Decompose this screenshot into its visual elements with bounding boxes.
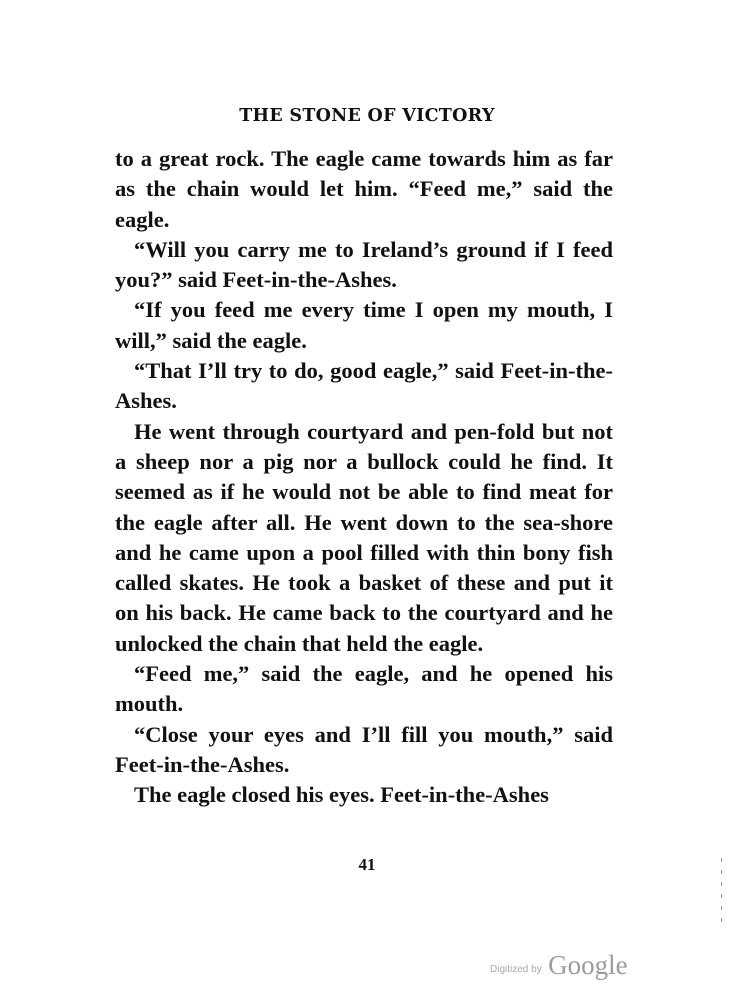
- google-logo: Google: [548, 950, 628, 980]
- paragraph: “That I’ll try to do, good eagle,” said Feet-in-the-Ashes.: [115, 358, 613, 414]
- edge-mark: [721, 858, 722, 862]
- page-edge-marks: [721, 858, 723, 938]
- paragraph: “Close your eyes and I’ll fill you mouth,” said Feet-in-the-Ashes.: [115, 721, 613, 777]
- edge-mark: [721, 894, 722, 898]
- page-body-text: [115, 144, 613, 811]
- paragraph: “If you feed me every time I open my mouth, I will,” said the eagle.: [115, 297, 613, 353]
- page-number: 41: [358, 855, 376, 874]
- running-header: THE STONE OF VICTORY: [239, 106, 495, 126]
- paragraph: “Will you carry me to Ireland’s ground if I feed you?” said Feet-in-the-Ashes.: [115, 236, 613, 293]
- paragraph: He went through courtyard and pen-fold but not a sheep nor a pig nor a bullock could he find. It seemed as if he would not be able to find meat for the eagle after all. He went down to the sea-shore and he came upon a pool filled with thin bony fish called skates. He took a basket of these and put it on his back. He came back to the courtyard and he unlocked the chain that held the eagle.: [115, 418, 613, 656]
- edge-mark: [721, 906, 722, 910]
- paragraph: The eagle closed his eyes. Feet-in-the-Ashes: [134, 782, 549, 808]
- digitized-by-google-watermark: [490, 950, 628, 981]
- watermark-prefix: Digitized by: [490, 964, 542, 975]
- edge-mark: [721, 882, 722, 886]
- paragraph: “Feed me,” said the eagle, and he opened his mouth.: [115, 661, 613, 717]
- paragraph-continued: to a great rock. The eagle came towards him as far as the chain would let him. “Feed me,” said the eagle.: [115, 146, 613, 232]
- edge-mark: [721, 870, 722, 874]
- edge-mark: [721, 918, 722, 922]
